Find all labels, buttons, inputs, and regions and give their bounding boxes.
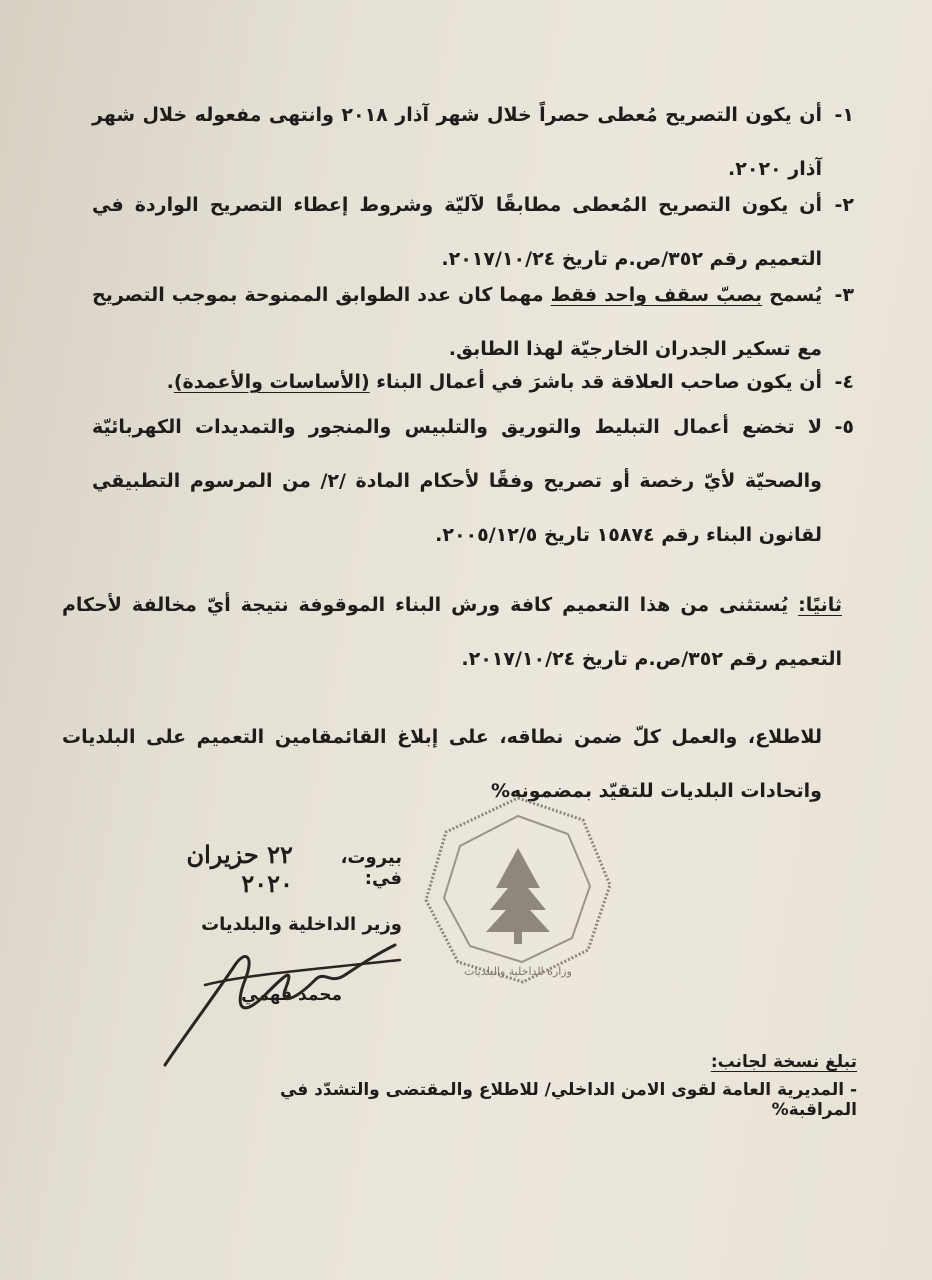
item-text-post: مهما كان عدد الطوابق الممنوحة بموجب التصريح مع تسكير الجدران الخارجيّة لهذا الطابق. (92, 284, 822, 360)
item-number: ٤- (834, 371, 854, 393)
item-text: لا تخضع أعمال التبليط والتوريق والتلبيس والمنجور والتمديدات الكهربائيّة والصحيّة لأيّ رخصة أو تصريح وفقًا لأحكام المادة /٢/ من المرسوم التطبيقي لقانون البناء رقم ١٥٨٧٤ تاريخ ٢٠٠٥/١٢/٥. (92, 416, 822, 546)
signature-date: ٢٢ حزيران ٢٠٢٠ (186, 840, 293, 898)
signature-place: بيروت، في: (340, 847, 402, 889)
item-number: ٢- (834, 194, 854, 216)
item-number: ٥- (834, 416, 854, 438)
item-text-pre: يُسمح (762, 284, 823, 306)
item-text: أن يكون التصريح المُعطى مطابقًا لآليّة وشروط إعطاء التصريح الواردة في التعميم رقم ٣٥٢/ص.م تاريخ ٢٠١٧/١٠/٢٤. (92, 194, 822, 270)
section-text: يُستثنى من هذا التعميم كافة ورش البناء الموقوفة نتيجة أيّ مخالفة لأحكام التعميم رقم ٣٥٢/ص.م تاريخ ٢٠١٧/١٠/٢٤. (62, 594, 842, 670)
list-item (92, 400, 854, 562)
section-label: ثانيًا: (798, 594, 842, 616)
item-number: ٣- (834, 284, 854, 306)
official-seal-icon (418, 790, 618, 990)
signature-title: وزير الداخلية والبلديات (201, 914, 402, 935)
item-number: ١- (834, 104, 854, 126)
signature-name: محمد فهمي (241, 985, 342, 1005)
closing-text: للاطلاع، والعمل كلّ ضمن نطاقه، على إبلاغ القائمقامين التعميم على البلديات واتحادات البلديات للتقيّد بمضمونه% (62, 726, 822, 802)
seal-text: وزارة الداخلية والبلديات (464, 965, 572, 978)
item-text-pre: أن يكون صاحب العلاقة قد باشرَ في أعمال البناء (369, 371, 822, 393)
item-text: أن يكون التصريح مُعطى حصراً خلال شهر آذار ٢٠١٨ وانتهى مفعوله خلال شهر آذار ٢٠٢٠. (92, 104, 822, 180)
footer-title: تبلغ نسخة لجانب: (710, 1052, 857, 1072)
item-text-post: . (166, 371, 174, 393)
footer-line: - المديرية العامة لقوى الامن الداخلي/ للاطلاع والمقتضى والتشدّد في المراقبة% (279, 1080, 857, 1120)
item-emphasis: (الأساسات والأعمدة) (173, 371, 370, 393)
second-section (62, 578, 842, 686)
item-emphasis: بصبّ سقف واحد فقط (550, 284, 763, 306)
distribution-footer (257, 1052, 857, 1120)
